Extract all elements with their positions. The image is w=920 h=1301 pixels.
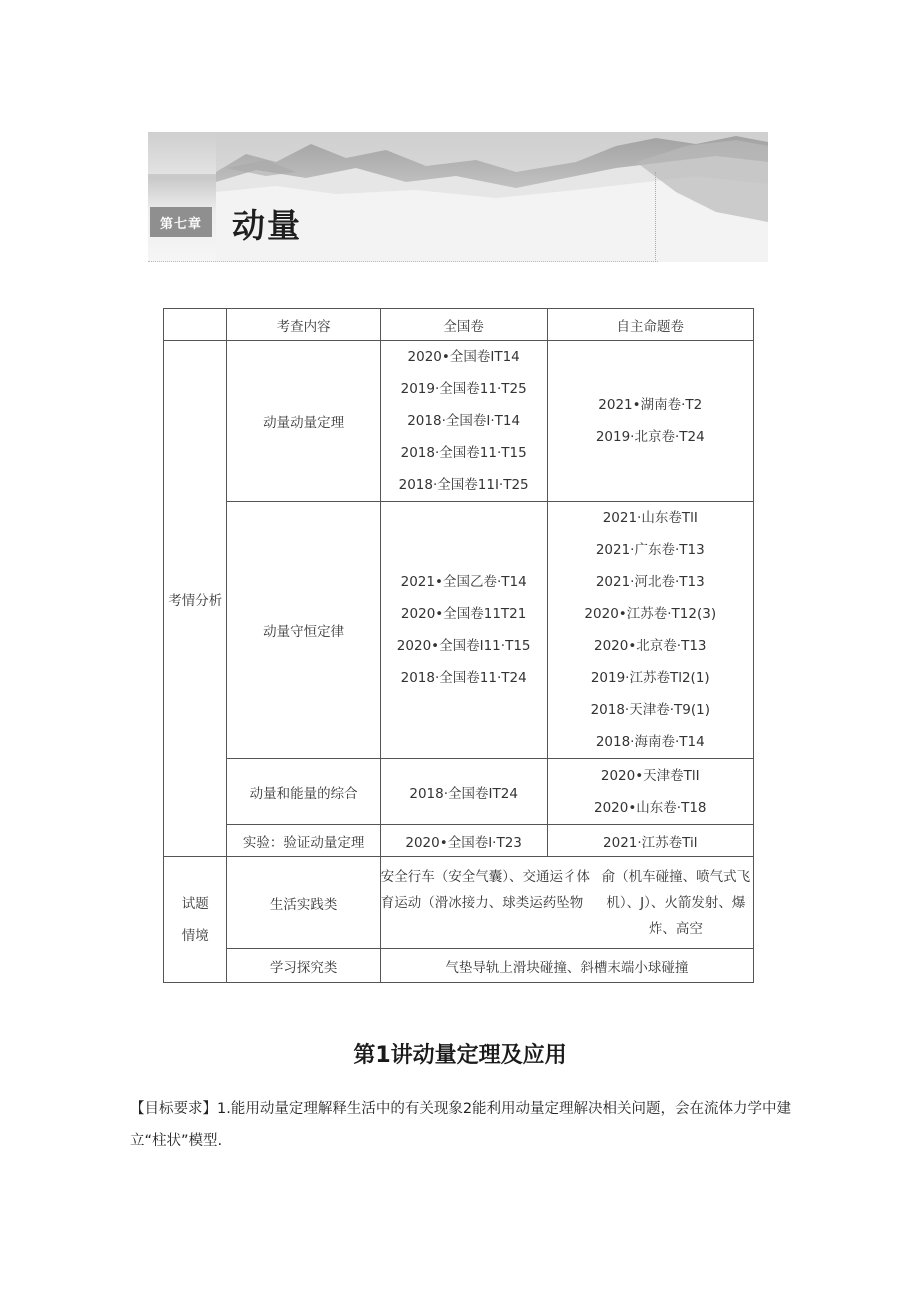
header-content: 考查内容	[227, 309, 380, 341]
exam-ref: 2018·天津卷·T9(1)	[590, 702, 710, 718]
national-cell: 2018·全国卷IT24	[380, 759, 547, 825]
exam-ref: 2021•全国乙卷·T14	[400, 574, 527, 590]
study-label: 学习探究类	[227, 949, 380, 983]
table-header-row	[164, 309, 754, 341]
life-content-right: 俞（机车碰撞、喷气式飞机）、J）、火箭发射、爆炸、高空	[601, 868, 751, 937]
exam-ref: 2020•全国卷IT14	[407, 349, 520, 365]
exam-ref: 2021·山东卷TlI	[602, 510, 698, 526]
exam-ref: 2018·全国卷11·T15	[400, 445, 527, 461]
exam-ref: 2020•北京卷·T13	[593, 638, 707, 654]
exam-ref: 2019·全国卷11·T25	[400, 381, 527, 397]
life-content-left: 安全行车（安全气囊）、交通运彳体育运动（滑冰接力、球类运药坠物	[380, 868, 591, 911]
exam-ref: 2018·全国卷11·T24	[400, 670, 527, 686]
table-row	[164, 825, 754, 857]
banner-left-block	[148, 132, 216, 174]
context-label-line: 情境	[181, 927, 209, 944]
header-national: 全国卷	[380, 309, 547, 341]
independent-cell	[547, 759, 753, 825]
table-row	[164, 759, 754, 825]
table-row	[164, 857, 754, 949]
header-empty	[164, 309, 227, 341]
independent-cell	[547, 502, 753, 759]
life-label: 生活实践类	[227, 857, 380, 949]
exam-ref: 2020•山东卷·T18	[593, 799, 707, 816]
exam-ref: 2018·海南卷·T14	[595, 734, 705, 750]
exam-ref: 2021·河北卷·T13	[595, 574, 705, 590]
header-independent: 自主命题卷	[547, 309, 753, 341]
exam-ref: 2020•全国卷I11·T15	[396, 638, 531, 654]
independent-cell	[547, 341, 753, 502]
context-label	[164, 857, 227, 983]
analysis-label: 考情分析	[164, 341, 227, 857]
exam-ref: 2019·北京卷·T24	[595, 429, 705, 445]
chapter-tag: 第七章	[150, 207, 212, 237]
exam-ref: 2019·江苏卷Tl2(1)	[590, 670, 710, 686]
exam-ref: 2021·广东卷·T13	[595, 542, 705, 558]
exam-ref: 2020•天津卷TlI	[600, 767, 700, 784]
national-cell: 2020•全国卷Ⅰ·T23	[380, 825, 547, 857]
table-row	[164, 502, 754, 759]
topic-cell: 动量守恒定律	[227, 502, 380, 759]
exam-ref: 2018·全国卷Ⅰ·T14	[407, 413, 521, 429]
exam-analysis-table	[163, 308, 754, 983]
context-label-line: 试题	[181, 895, 209, 912]
topic-cell: 实验：验证动量定理	[227, 825, 380, 857]
lecture-title: 第1讲动量定理及应用	[353, 1043, 567, 1068]
exam-ref: 2018·全国卷11I·T25	[398, 477, 529, 493]
goal-paragraph: 【目标要求】1.能用动量定理解释生活中的有关现象2能利用动量定理解决相关问题，会在流体力学中建立“柱状”模型.	[130, 1101, 792, 1149]
national-cell	[380, 341, 547, 502]
topic-cell: 动量和能量的综合	[227, 759, 380, 825]
exam-ref: 2020•全国卷11T21	[400, 606, 527, 622]
exam-ref: 2020•江苏卷·T12(3)	[584, 606, 717, 622]
independent-cell: 2021·江苏卷Til	[547, 825, 753, 857]
table-row	[164, 949, 754, 983]
banner-divider	[148, 261, 658, 262]
table-row	[164, 341, 754, 502]
topic-cell: 动量动量定理	[227, 341, 380, 502]
study-content: 气垫导轨上滑块碰撞、斜槽末端小球碰撞	[380, 949, 753, 983]
exam-ref: 2021•湖南卷·T2	[598, 397, 703, 413]
national-cell	[380, 502, 547, 759]
life-content	[380, 857, 753, 949]
chapter-title: 动量	[232, 206, 302, 245]
banner-vertical-divider	[655, 172, 656, 262]
